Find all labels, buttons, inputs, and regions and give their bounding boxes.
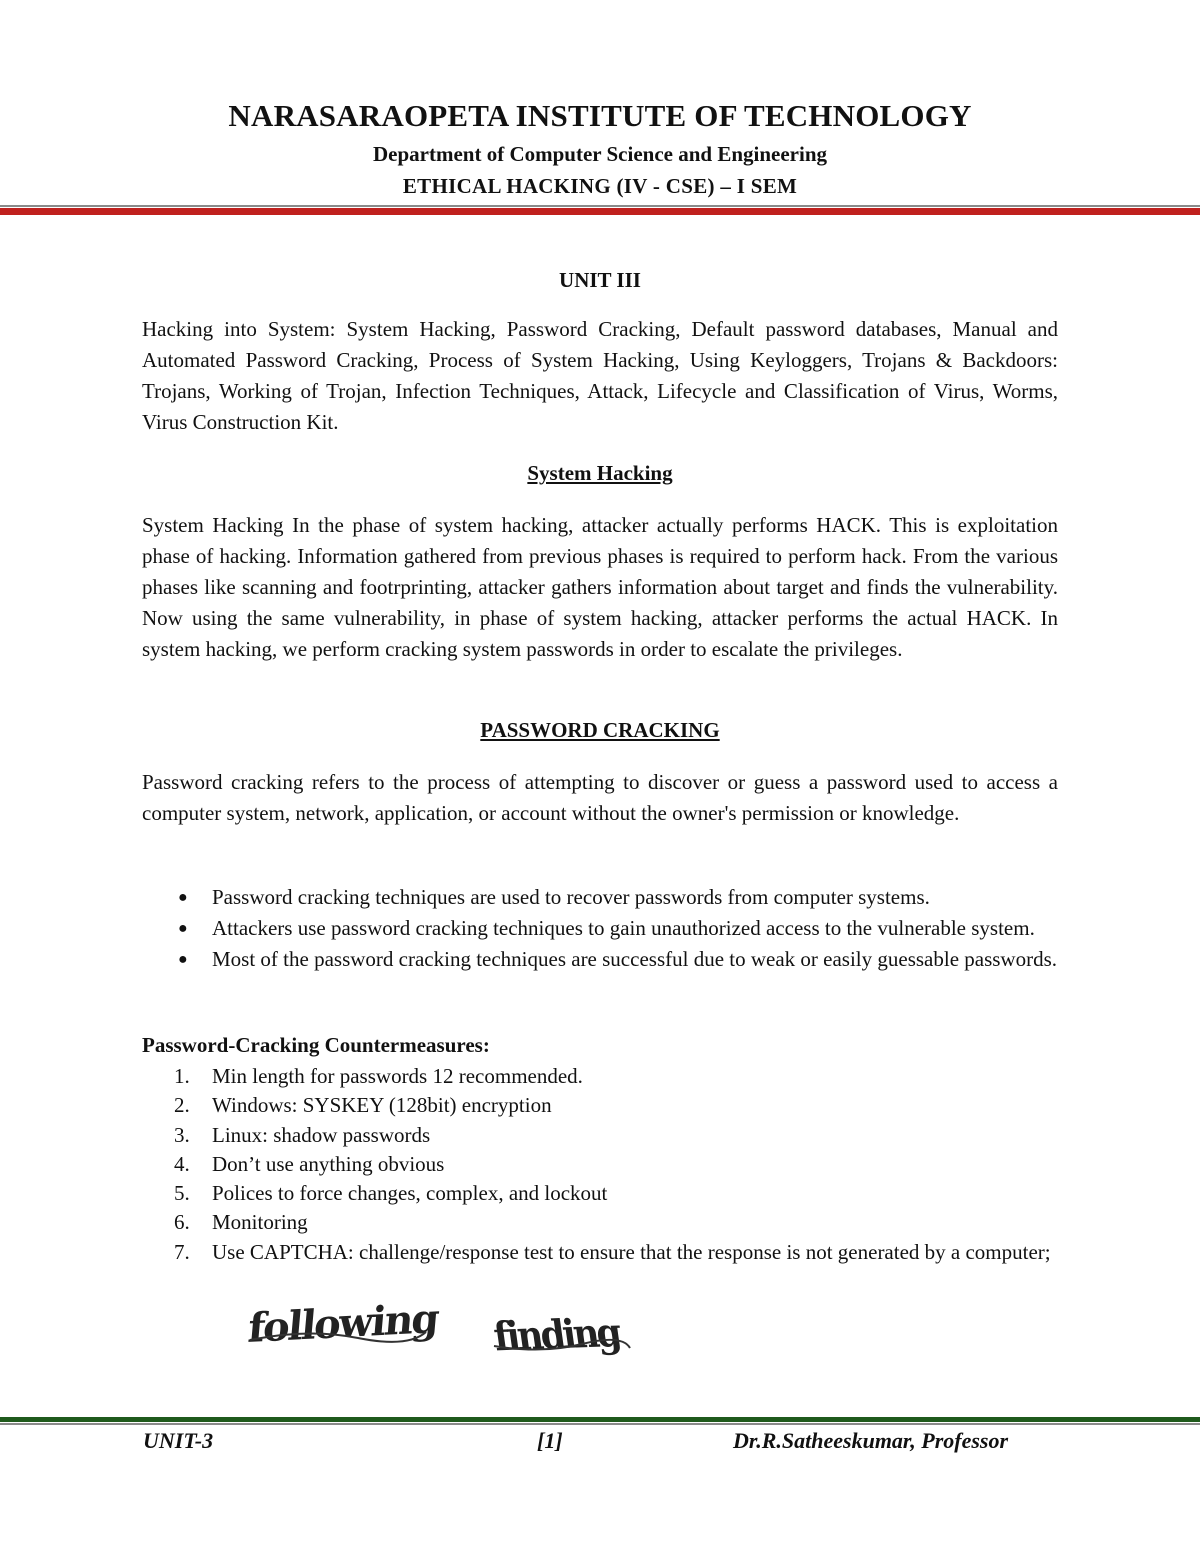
- department-name: Department of Computer Science and Engineering: [373, 142, 827, 166]
- list-item: [142, 883, 1058, 912]
- item-number: 4.: [174, 1151, 190, 1176]
- bullet-text: Most of the password cracking techniques are successful due to weak or easily guessable passwords.: [212, 947, 1058, 971]
- list-item: [142, 1208, 1058, 1237]
- captcha-noise-line: [492, 1330, 632, 1356]
- list-item: [142, 1062, 1058, 1091]
- captcha-image-finding: finding: [490, 1309, 622, 1361]
- institute-name: NARASARAOPETA INSTITUTE OF TECHNOLOGY: [228, 98, 972, 133]
- item-number: 3.: [174, 1122, 190, 1147]
- list-item: [142, 914, 1058, 943]
- footer-divider-gray: [0, 1423, 1200, 1425]
- password-cracking-paragraph: Password cracking refers to the process of attempting to discover or guess a password used to access a computer system, network, application, or account without the owner's permission or knowledge.: [142, 770, 1058, 825]
- list-item: [142, 1238, 1058, 1267]
- password-cracking-heading-wrap: [0, 718, 1200, 743]
- footer-author: Dr.R.Satheeskumar, Professor: [733, 1428, 1009, 1453]
- bullet-text: Password cracking techniques are used to recover passwords from computer systems.: [212, 885, 930, 909]
- system-hacking-heading: System Hacking: [527, 461, 673, 485]
- system-hacking-heading-wrap: [0, 461, 1200, 486]
- list-item: [142, 1179, 1058, 1208]
- header-divider-gray: [0, 205, 1200, 207]
- password-cracking-heading: PASSWORD CRACKING: [480, 718, 720, 742]
- footer-page-number: [1]: [537, 1428, 563, 1453]
- item-number: 1.: [174, 1064, 190, 1088]
- countermeasures-heading: Password-Cracking Countermeasures:: [142, 1033, 490, 1057]
- course-title: ETHICAL HACKING (IV - CSE) – I SEM: [402, 174, 798, 198]
- syllabus-paragraph: Hacking into System: System Hacking, Password Cracking, Default password databases, Manual and Automated Password Cracking, Process of System Hacking, Using Keyloggers, Trojans & Backdoors: Trojans, Working of Trojan, Infection Techniques, Attack, Lifecycle and Classification of Virus, Worms, Virus Construction Kit.: [142, 317, 1058, 434]
- list-item: [142, 1150, 1058, 1179]
- item-number: 2.: [174, 1093, 190, 1118]
- item-text: Polices to force changes, complex, and lockout: [212, 1181, 608, 1206]
- system-hacking-paragraph: System Hacking In the phase of system hacking, attacker actually performs HACK. This is exploitation phase of hacking. Information gathered from previous phases is required to perform hack. From the various phases like scanning and footrprinting, attacker gathers information about target and finds the vulnerability. Now using the same vulnerability, in phase of system hacking, attacker performs the actual HACK. In system hacking, we perform cracking system passwords in order to escalate the privileges.: [142, 513, 1058, 661]
- item-text: Use CAPTCHA: challenge/response test to ensure that the response is not generated by a computer;: [212, 1239, 1051, 1264]
- bullet-text: Attackers use password cracking techniques to gain unauthorized access to the vulnerable system.: [212, 916, 1035, 940]
- item-text: Windows: SYSKEY (128bit) encryption: [212, 1093, 552, 1118]
- footer-divider-green: [0, 1417, 1200, 1422]
- item-number: 5.: [174, 1181, 190, 1206]
- footer-unit: UNIT-3: [143, 1428, 214, 1453]
- item-number: 6.: [174, 1210, 190, 1235]
- list-item: [142, 1091, 1058, 1120]
- header-divider-red: [0, 208, 1200, 215]
- bullet-icon: ●: [178, 889, 188, 906]
- item-text: Don’t use anything obvious: [212, 1151, 445, 1176]
- bullet-icon: ●: [178, 951, 188, 968]
- bullet-icon: ●: [178, 920, 188, 937]
- item-text: Min length for passwords 12 recommended.: [212, 1064, 583, 1088]
- list-item: [142, 945, 1058, 974]
- item-text: Linux: shadow passwords: [212, 1122, 431, 1147]
- item-text: Monitoring: [212, 1210, 308, 1235]
- countermeasures-list: [142, 1062, 1058, 1267]
- unit-title: UNIT III: [559, 268, 641, 292]
- password-cracking-bullets: [142, 883, 1058, 974]
- list-item: [142, 1121, 1058, 1150]
- captcha-image-following: following: [246, 1294, 440, 1353]
- item-number: 7.: [174, 1239, 190, 1264]
- captcha-noise-line: [248, 1318, 428, 1348]
